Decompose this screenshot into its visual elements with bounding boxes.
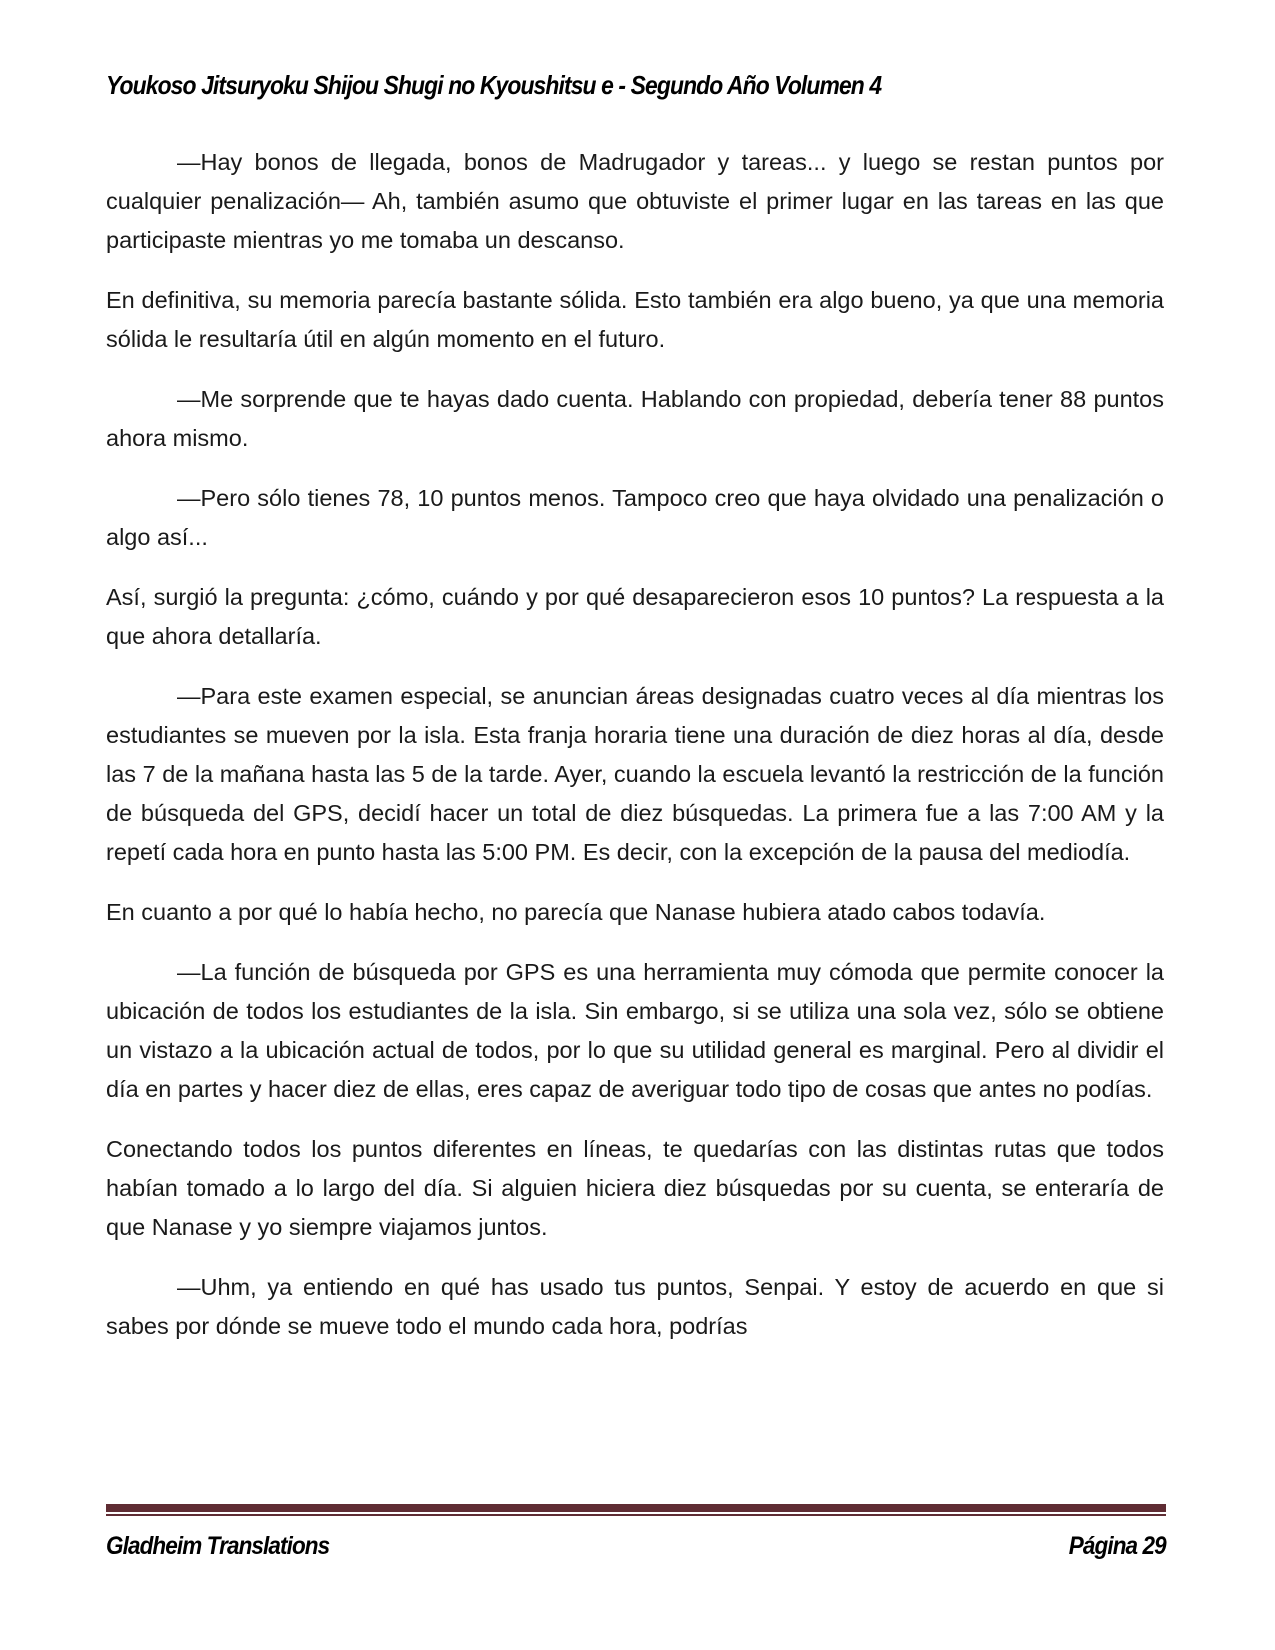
footer-page-number: Página 29	[1069, 1532, 1166, 1560]
header-title: Youkoso Jitsuryoku Shijou Shugi no Kyoushitsu e - Segundo Año Volumen 4	[106, 70, 882, 100]
footer-rule	[106, 1504, 1166, 1516]
paragraph: En cuanto a por qué lo había hecho, no parecía que Nanase hubiera atado cabos todavía.	[106, 899, 1046, 925]
page-footer	[106, 1504, 1166, 1561]
footer-rule-thick	[106, 1504, 1166, 1512]
paragraph: —Me sorprende que te hayas dado cuenta. Hablando con propiedad, debería tener 88 puntos ahora mismo.	[106, 386, 1164, 451]
page-header	[106, 70, 1166, 101]
paragraph: Conectando todos los puntos diferentes en líneas, te quedarías con las distintas rutas que todos habían tomado a lo largo del día. Si alguien hiciera diez búsquedas por su cuenta, se enteraría de que Nanase y yo siempre viajamos juntos.	[106, 1136, 1164, 1240]
paragraph: —Pero sólo tienes 78, 10 puntos menos. Tampoco creo que haya olvidado una penalización o algo así...	[106, 485, 1164, 550]
paragraph: —Para este examen especial, se anuncian áreas designadas cuatro veces al día mientras los estudiantes se mueven por la isla. Esta franja horaria tiene una duración de diez horas al día, desde las 7 de la mañana hasta las 5 de la tarde. Ayer, cuando la escuela levantó la restricción de la función de búsqueda del GPS, decidí hacer un total de diez búsquedas. La primera fue a las 7:00 AM y la repetí cada hora en punto hasta las 5:00 PM. Es decir, con la excepción de la pausa del mediodía.	[106, 683, 1164, 865]
footer-rule-thin	[106, 1514, 1166, 1516]
paragraph: En definitiva, su memoria parecía bastante sólida. Esto también era algo bueno, ya que una memoria sólida le resultaría útil en algún momento en el futuro.	[106, 287, 1164, 352]
footer-row	[106, 1532, 1166, 1561]
paragraph: —Hay bonos de llegada, bonos de Madrugador y tareas... y luego se restan puntos por cualquier penalización— Ah, también asumo que obtuviste el primer lugar en las tareas en las que participaste mientras yo me tomaba un descanso.	[106, 149, 1164, 253]
paragraph: —Uhm, ya entiendo en qué has usado tus puntos, Senpai. Y estoy de acuerdo en que si sabes por dónde se mueve todo el mundo cada hora, podrías	[106, 1274, 1164, 1339]
paragraph: —La función de búsqueda por GPS es una herramienta muy cómoda que permite conocer la ubicación de todos los estudiantes de la isla. Sin embargo, si se utiliza una sola vez, sólo se obtiene un vistazo a la ubicación actual de todos, por lo que su utilidad general es marginal. Pero al dividir el día en partes y hacer diez de ellas, eres capaz de averiguar todo tipo de cosas que antes no podías.	[106, 959, 1164, 1102]
paragraph: Así, surgió la pregunta: ¿cómo, cuándo y por qué desaparecieron esos 10 puntos? La respuesta a la que ahora detallaría.	[106, 584, 1164, 649]
footer-translator-credit: Gladheim Translations	[106, 1532, 330, 1560]
page-body	[106, 143, 1164, 1367]
